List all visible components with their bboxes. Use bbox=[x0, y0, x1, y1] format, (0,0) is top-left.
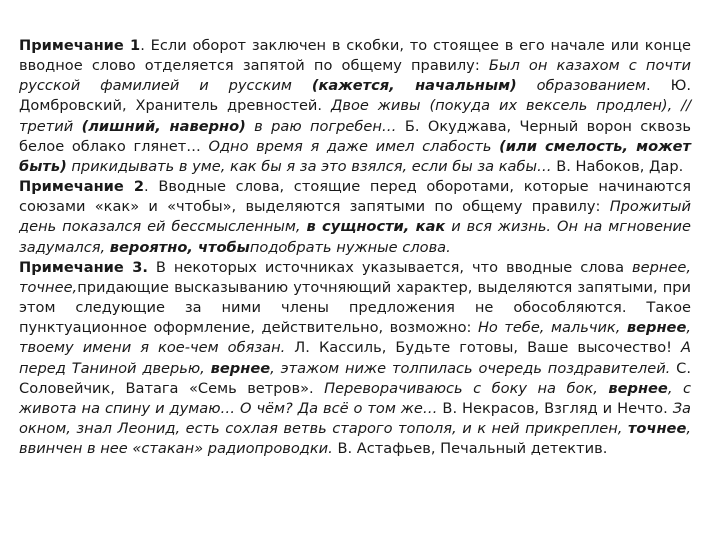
italic-text: и вся жизнь. Он на мгновение задумался, bbox=[19, 218, 692, 256]
italic-text: Был он казахом с почти русской фамилией и русским bbox=[19, 57, 692, 95]
italic-text: Но тебе, мальчик, bbox=[477, 319, 627, 337]
italic-text: вернее, точнее, bbox=[19, 258, 691, 296]
note-label: Примечание 1 bbox=[19, 37, 141, 54]
note-label: Примечание 3. bbox=[19, 258, 148, 276]
italic-text: образованием bbox=[516, 77, 647, 95]
italic-text: За окном, знал Леонид, есть сохлая ветвь старого тополя, и к ней прикреплен, bbox=[19, 399, 691, 437]
note-1 bbox=[19, 36, 691, 177]
italic-text: , ввинчен в нее «стакан» радиопроводки. bbox=[19, 419, 691, 458]
notes-text bbox=[19, 36, 691, 459]
italic-text: Одно время я даже имел слабость bbox=[208, 137, 500, 155]
italic-text: прикидывать в уме, как бы я за это взялся, если бы за кабы… bbox=[66, 157, 552, 175]
italic-text: Прожитый день показался ей бессмысленным, bbox=[19, 198, 691, 236]
plain-text: придающие высказыванию уточняющий характер, выделяются запятыми, при этом следующие за ними члены предложения не обособляются. Такое пунктуационное оформление, действительно, возможно: bbox=[19, 278, 691, 337]
highlighted-example: вернее bbox=[626, 319, 687, 337]
highlighted-example: (кажется, начальным) bbox=[311, 77, 517, 95]
italic-text: А перед Таниной дверью, bbox=[19, 339, 691, 377]
italic-text: в раю погребен… bbox=[245, 117, 397, 135]
highlighted-example: вероятно, чтобы bbox=[109, 238, 250, 256]
highlighted-example: точнее bbox=[627, 419, 687, 437]
italic-text: подобрать нужные слова. bbox=[249, 238, 451, 256]
highlighted-example: (или смелость, может быть) bbox=[19, 137, 691, 175]
italic-text: , с живота на спину и думаю… О чём? Да всё о том же… bbox=[19, 379, 691, 417]
plain-text: В. Некрасов, Взгляд и Нечто. bbox=[437, 399, 673, 417]
highlighted-example: в сущности, как bbox=[306, 218, 446, 236]
highlighted-example: вернее bbox=[608, 379, 668, 397]
italic-text: Переворачиваюсь с боку на бок, bbox=[324, 379, 609, 397]
plain-text: С. Соловейчик, Ватага «Семь ветров». bbox=[19, 359, 691, 397]
note-label: Примечание 2 bbox=[19, 178, 145, 196]
plain-text: . Вводные слова, стоящие перед оборотами, которые начинаются союзами «как» и «чтобы», выделяются запятыми по общему правилу: bbox=[19, 178, 691, 216]
highlighted-example: (лишний, наверно) bbox=[81, 117, 246, 135]
plain-text: Л. Кассиль, Будьте готовы, Ваше высочество! bbox=[285, 339, 682, 357]
plain-text: Б. Окуджава, Черный ворон сквозь белое облако глянет… bbox=[19, 117, 691, 155]
plain-text: . Если оборот заключен в скобки, то стоящее в его начале или конце вводное слово отделяется запятой по общему правилу: bbox=[19, 37, 691, 75]
plain-text: В. Астафьев, Печальный детектив. bbox=[332, 440, 608, 458]
note-2 bbox=[19, 177, 691, 258]
plain-text: . Ю. Домбровский, Хранитель древностей. bbox=[19, 77, 691, 115]
highlighted-example: вернее bbox=[210, 359, 271, 377]
italic-text: , твоему имени я кое-чем обязан. bbox=[19, 319, 691, 357]
plain-text: В некоторых источниках указывается, что вводные слова bbox=[147, 258, 632, 276]
note-3 bbox=[19, 258, 691, 460]
italic-text: Двое живы (покуда их вексель продлен), // третий bbox=[19, 97, 691, 135]
plain-text: В. Набоков, Дар. bbox=[551, 157, 684, 175]
italic-text: , этажом ниже толпилась очередь поздравителей. bbox=[270, 359, 671, 377]
